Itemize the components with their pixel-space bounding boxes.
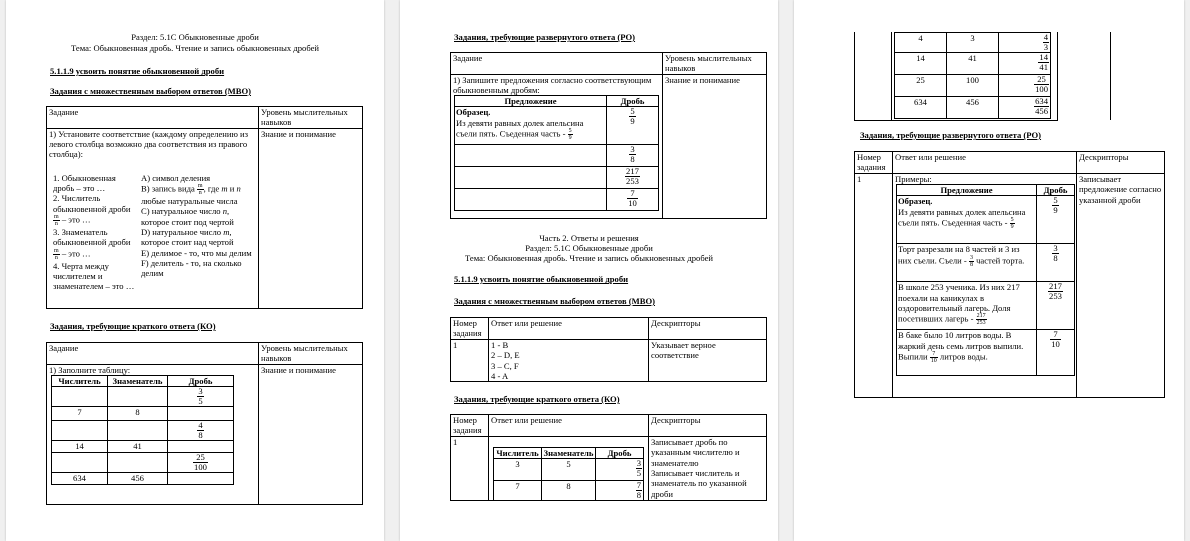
col-task: Задание [47,107,259,129]
ro-answer-table: Номер задания Ответ или решение Дескрипторы 1 Примеры: Предложение Дробь Образец. Из девяти равных долек апельсина съели пять. Съеденная часть - $\frac{5}{9}$ $\frac{5}{9}$ Торт разрезали на 8 частей и 3 из них съели. Съели - $\frac{3}{8}$ частей торта. $\frac{3}{8}$ В школе 253 ученика. Из них 217 поехали на каникулах в оздоровительный лагерь. Доля посетивших лагерь - $\frac{217}{253}$ $\frac{217}{253}$ В баке было 10 литров воды. В жаркий день семь литров выпили. Выпили $\frac{7}{10}$ литров воды. $\frac{7}{10}$ Записывает предложение согласно указанной дроби [854,151,1165,398]
mco-heading: Задания с множественным выбором ответов (МВО) [50,86,252,96]
sample-cell: Образец. Из девяти равных долек апельсина съели пять. Съеденная часть - $\frac{5}{9}$ [455,107,607,145]
mco-heading: Задания с множественным выбором ответов (МВО) [454,296,656,306]
mco-task-table [46,106,363,309]
section-title: Раздел: 5.1С Обыкновенные дроби [131,32,259,42]
mco-answer-table: Номер задания Ответ или решение Дескрипторы 1 1 - B 2 – D, E 3 – C, F 4 - A Указывает верное соответствие [450,317,767,382]
right-item-f: F) делитель - то, на сколько делим [141,257,242,279]
page-3 [794,0,1184,541]
right-item-b: B) запись вида $\frac{m}{n}$ , где m и n любые натуральные числа [141,182,241,206]
ko-heading: Задания, требующие краткого ответа (КО) [454,394,620,404]
ko-answer-inner: Числитель Знаменатель Дробь 3 5 $\frac{3}{5}$ 7 8 $\frac{7}{8}$ [493,447,644,501]
ro-task-table: Задание Уровень мыслительных навыков 1) Запишите предложения согласно соответствующим обыкновенным дробям: Предложение Дробь Образец. Из девяти равных долек апельсина съели пять. Съеденная часть - $\frac{5}{9}$ $\frac{5}{9}$ $\frac{3}{8}$ $\frac{217}{253}$ $\frac{7}{10}$ Знание и понимание [450,52,767,219]
ko-level-cell: Знание и понимание [259,365,363,505]
part2-title: Часть 2. Ответы и решения [539,233,639,243]
right-column [141,173,253,279]
sentence-table: Предложение Дробь Образец. Из девяти равных долек апельсина съели пять. Съеденная часть - $\frac{5}{9}$ $\frac{5}{9}$ $\frac{3}{8}$ $\frac{217}{253}$ $\frac{7}{10}$ [454,95,659,211]
ko-heading: Задания, требующие краткого ответа (КО) [50,321,216,331]
topic-title: Тема: Обыкновенная дробь. Чтение и запись обыкновенных дробей [464,253,713,263]
left-item-1: 1. Обыкновенная дробь – это … [53,172,116,193]
page-2 [400,0,778,541]
ro-heading: Задания, требующие развернутого ответа (РО) [454,32,636,42]
ko-task-table [46,342,363,505]
task-text: 1) Установите соответствие (каждому определению из левого столбца возможно два соответствия из правого столбца): [49,128,249,160]
task-cell [47,128,259,308]
ko-answer-table: Номер задания Ответ или решение Дескрипторы 1 Числитель Знаменатель Дробь 3 5 $\frac{3}{5}$ 7 8 $\frac{7}{8}$ Записывает дробь по указанным числителю и знаменателю Записывает числитель и знаменатель по указанной дроби [450,414,767,501]
section-title: Раздел: 5.1С Обыкновенные дроби [525,243,653,253]
objective: 5.1.1.9 усвоить понятие обыкновенной дроби [454,274,629,284]
page-1 [6,0,384,541]
level-cell: Знание и понимание [259,128,363,308]
continued-answer-table: 4 3 $\frac{4}{3}$ 14 41 $\frac{14}{41}$ 25 100 $\frac{25}{100}$ 634 456 $\frac{634}{456}$ [894,32,1051,119]
topic-title: Тема: Обыкновенная дробь. Чтение и запись обыкновенных дробей [70,43,319,53]
left-column: 1. Обыкновенная дробь – это … 2. Числитель обыкновенной дроби $\frac{m}{n}$ – это … 3. Знаменатель обыкновенной дроби $\frac{m}{n}$ – это … 4. Черта между числителем и знаменателем – это … [53,173,137,292]
col-level: Уровень мыслительных навыков [259,343,363,365]
fraction-m-n: $\frac{m}{n}$ [54,213,59,227]
ro-task-cell: 1) Запишите предложения согласно соответствующим обыкновенным дробям: Предложение Дробь Образец. Из девяти равных долек апельсина съели пять. Съеденная часть - $\frac{5}{9}$ $\frac{5}{9}$ $\frac{3}{8}$ $\frac{217}{253}$ $\frac{7}{10}$ [451,75,663,219]
col-level: Уровень мыслительных навыков [259,107,363,129]
right-item-d: D) натуральное число m, которое стоит над чертой [141,226,234,248]
col-task: Задание [47,343,259,365]
ro-heading: Задания, требующие развернутого ответа (РО) [860,130,1042,140]
mco-answers: 1 - B 2 – D, E 3 – C, F 4 - A [489,340,649,382]
right-item-a: A) символ деления [141,172,211,183]
fill-table: Числитель Знаменатель Дробь $\frac{3}{5}$ 7 8 $\frac{4}{8}$ 14 41 $\frac{25}{100}$ 634 456 [51,375,234,485]
ko-task-text: 1) Заполните таблицу: [49,365,131,375]
left-item-3: 3. Знаменатель обыкновенной дроби [53,226,131,248]
objective: 5.1.1.9 усвоить понятие обыкновенной дроби [50,66,225,76]
left-item-2: 2. Числитель обыкновенной дроби [53,193,131,214]
right-item-c: C) натуральное число n, которое стоит под чертой [141,206,234,227]
left-item-4: 4. Черта между числителем и знаменателем – это … [53,260,135,292]
examples-table: Предложение Дробь Образец. Из девяти равных долек апельсина съели пять. Съеденная часть - $\frac{5}{9}$ $\frac{5}{9}$ Торт разрезали на 8 частей и 3 из них съели. Съели - $\frac{3}{8}$ частей торта. $\frac{3}{8}$ В школе 253 ученика. Из них 217 поехали на каникулах в оздоровительный лагерь. Доля посетивших лагерь - $\frac{217}{253}$ $\frac{217}{253}$ В баке было 10 литров воды. В жаркий день семь литров выпили. Выпили $\frac{7}{10}$ литров воды. $\frac{7}{10}$ [896,184,1075,376]
right-item-e: E) делимое - то, что мы делим [141,247,252,258]
ko-task-cell [47,365,259,505]
